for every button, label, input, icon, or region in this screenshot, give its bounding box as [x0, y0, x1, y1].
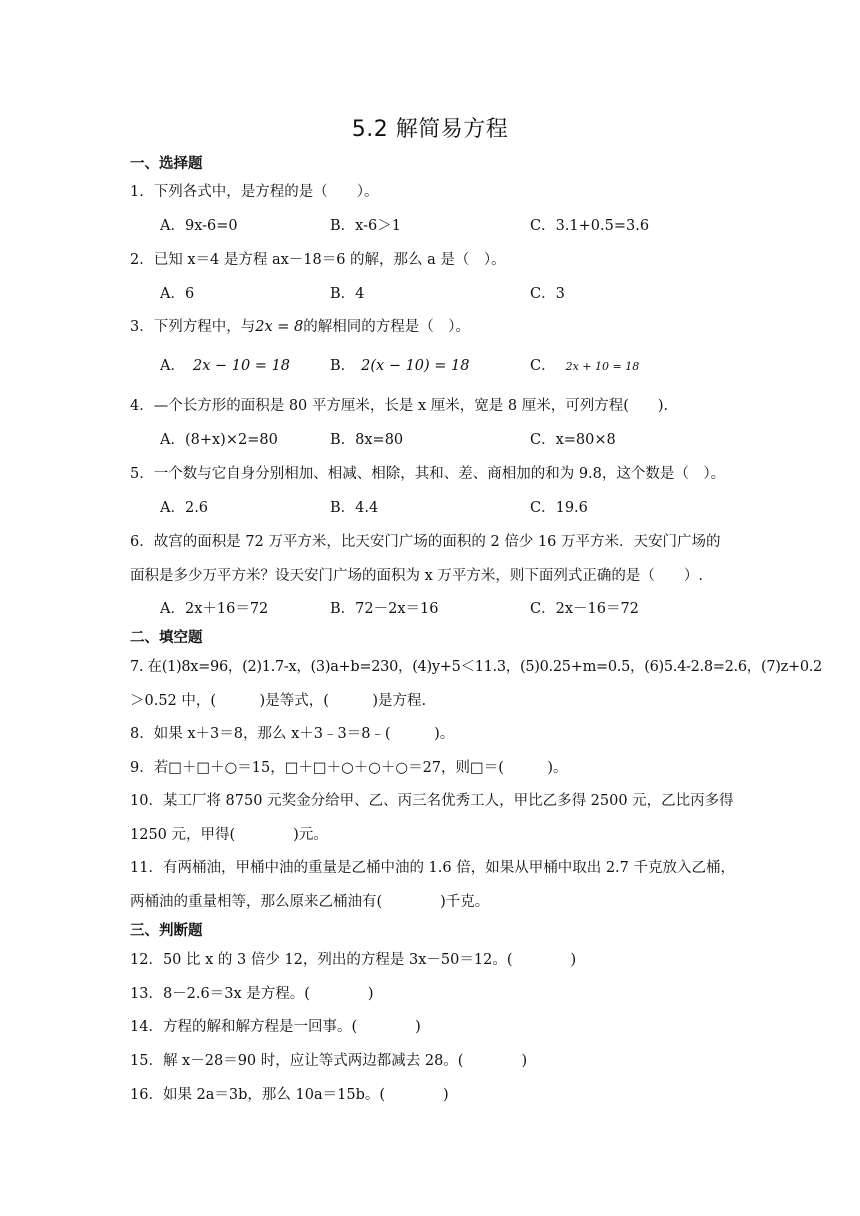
question-6-option-a: A．2x＋16＝72: [160, 601, 269, 617]
question-3-stem: [130, 315, 740, 336]
question-1-option-a: A．9x-6=0: [160, 218, 238, 234]
question-1-option-c: C．3.1+0.5=3.6: [530, 218, 650, 234]
section-heading-choice: 一、选择题: [130, 156, 203, 172]
question-3-option-b: [330, 354, 470, 375]
question-5-option-c: C．19.6: [530, 500, 588, 516]
question-10-line-1: 10．某工厂将 8750 元奖金分给甲、乙、丙三名优秀工人，甲比乙多得 2500 元，乙比丙多得: [130, 793, 734, 809]
question-2-option-a: A．6: [160, 286, 195, 302]
question-3-option-a-label: A．: [160, 358, 185, 374]
question-3-option-c-label: C．: [530, 358, 556, 374]
question-16: 16．如果 2a＝3b，那么 10a＝15b。( ): [130, 1087, 449, 1103]
question-3-option-c: [530, 354, 639, 375]
question-9: 9．若□＋□＋○＝15，□＋□＋○＋○＋○＝27，则□＝( )。: [130, 760, 568, 776]
question-4-option-a: A．(8+x)×2=80: [160, 432, 278, 448]
question-12: 12．50 比 x 的 3 倍少 12，列出的方程是 3x－50＝12。( ): [130, 952, 577, 968]
question-7-line-1: 7. 在(1)8x=96，(2)1.7-x，(3)a+b=230，(4)y+5＜11.3，(5)0.25+m=0.5，(6)5.4-2.8=2.6，(7)z+0.2: [130, 659, 822, 675]
question-11-line-2: 两桶油的重量相等，那么原来乙桶油有( )千克。: [130, 894, 490, 910]
question-3-option-a-equation: 2x − 10 = 18: [192, 358, 291, 374]
question-7-line-2: ＞0.52 中，( )是等式，( )是方程.: [130, 693, 427, 709]
question-1-stem: 1．下列各式中，是方程的是（ ）。: [130, 184, 379, 200]
question-1-option-b: B．x-6＞1: [330, 218, 401, 234]
question-3-option-a: [160, 354, 290, 375]
section-heading-fill: 二、填空题: [130, 630, 203, 646]
page-title: 5.2 解简易方程: [351, 117, 509, 142]
question-6-option-b: B．72－2x＝16: [330, 601, 439, 617]
question-14: 14．方程的解和解方程是一回事。( ): [130, 1019, 421, 1035]
section-heading-judge: 三、判断题: [130, 923, 203, 939]
question-6-option-c: C．2x－16＝72: [530, 601, 639, 617]
question-11-line-1: 11．有两桶油，甲桶中油的重量是乙桶中油的 1.6 倍，如果从甲桶中取出 2.7 千克放入乙桶，: [130, 860, 736, 876]
question-3-stem-equation: 2x = 8: [255, 319, 304, 335]
question-4-stem: 4．—个长方形的面积是 80 平方厘米，长是 x 厘米，宽是 8 厘米，可列方程( ).: [130, 398, 669, 414]
question-5-option-a: A．2.6: [160, 500, 209, 516]
question-5-stem: 5．一个数与它自身分别相加、相减、相除，其和、差、商相加的和为 9.8，这个数是（ ）。: [130, 466, 726, 482]
question-3-stem-suffix: 的解相同的方程是（ ）。: [303, 319, 470, 335]
question-13: 13．8－2.6＝3x 是方程。( ): [130, 986, 374, 1002]
question-3-stem-prefix: 3．下列方程中，与: [130, 319, 256, 335]
question-3-option-b-label: B．: [330, 358, 356, 374]
question-4-option-b: B．8x=80: [330, 432, 404, 448]
question-2-option-c: C．3: [530, 286, 565, 302]
question-3-option-c-equation: 2x + 10 = 18: [565, 360, 640, 373]
question-8: 8．如果 x＋3＝8，那么 x＋3﹣3＝8﹣( )。: [130, 726, 455, 742]
question-6-line-1: 6．故宫的面积是 72 万平方米，比天安门广场的面积的 2 倍少 16 万平方米．天安门广场的: [130, 534, 721, 550]
question-6-line-2: 面积是多少万平方米？设天安门广场的面积为 x 万平方米，则下面列式正确的是（ ）.: [130, 568, 704, 584]
question-2-stem: 2．已知 x＝4 是方程 ax－18＝6 的解，那么 a 是（ ）。: [130, 252, 506, 268]
question-5-option-b: B．4.4: [330, 500, 379, 516]
question-4-option-c: C．x=80×8: [530, 432, 616, 448]
question-3-option-b-equation: 2(x − 10) = 18: [361, 358, 470, 374]
question-15: 15．解 x－28＝90 时，应让等式两边都减去 28。( ): [130, 1053, 528, 1069]
question-2-option-b: B．4: [330, 286, 365, 302]
question-10-line-2: 1250 元，甲得( )元。: [130, 827, 328, 843]
